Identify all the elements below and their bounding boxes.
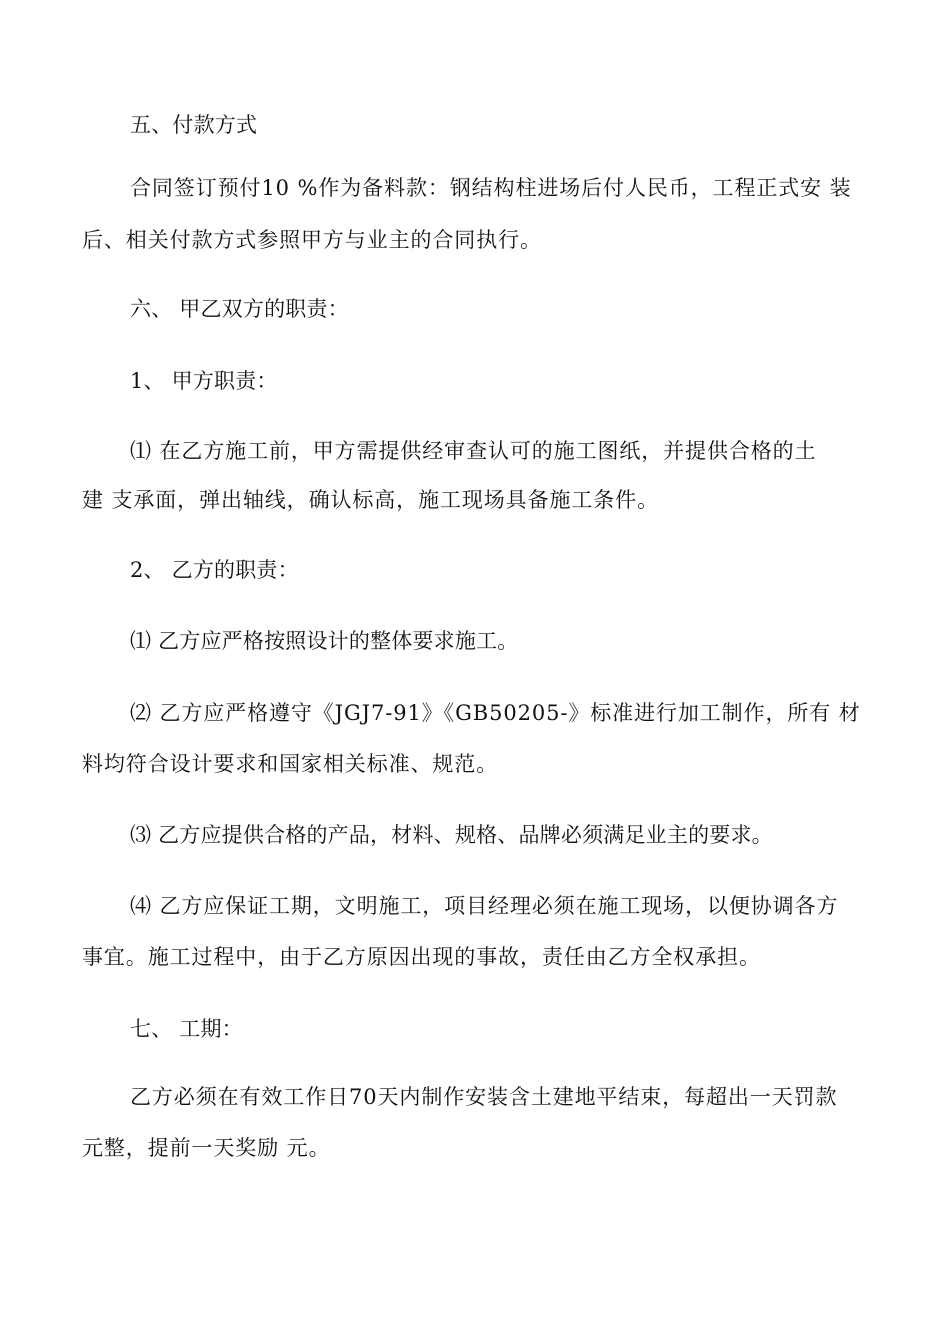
paragraph-line: 事宜。施工过程中，由于乙方原因出现的事故，责任由乙方全权承担。 xyxy=(82,945,761,969)
paragraph-line: 合同签订预付10 %作为备料款：钢结构柱进场后付人民币，工程正式安 装 xyxy=(130,176,852,200)
heading-responsibilities: 六、 甲乙双方的职责： xyxy=(130,297,349,321)
paragraph-line: ⑶ 乙方应提供合格的产品，材料、规格、品牌必须满足业主的要求。 xyxy=(130,823,773,847)
heading-schedule: 七、 工期： xyxy=(130,1017,243,1041)
subheading-party-b: 2、 乙方的职责： xyxy=(130,558,299,582)
paragraph-line: ⑴ 在乙方施工前，甲方需提供经审查认可的施工图纸，并提供合格的土 xyxy=(130,439,817,463)
heading-payment-method: 五、付款方式 xyxy=(130,113,258,137)
paragraph-line: ⑷ 乙方应保证工期，文明施工，项目经理必须在施工现场，以便协调各方 xyxy=(130,894,839,918)
paragraph-line: 元整，提前一天奖励 元。 xyxy=(82,1136,331,1160)
paragraph-line: 建 支承面，弹出轴线，确认标高，施工现场具备施工条件。 xyxy=(82,488,659,512)
paragraph-line: 后、相关付款方式参照甲方与业主的合同执行。 xyxy=(82,228,542,252)
subheading-party-a: 1、 甲方职责： xyxy=(130,369,278,393)
paragraph-line: 乙方必须在有效工作日70天内制作安装含土建地平结束，每超出一天罚款 xyxy=(130,1085,838,1109)
paragraph-line: ⑴ 乙方应严格按照设计的整体要求施工。 xyxy=(130,629,519,653)
paragraph-line: 料均符合设计要求和国家相关标准、规范。 xyxy=(82,752,499,776)
paragraph-line: ⑵ 乙方应严格遵守《JGJ7-91》《GB50205-》标准进行加工制作，所有 材 xyxy=(130,701,861,725)
